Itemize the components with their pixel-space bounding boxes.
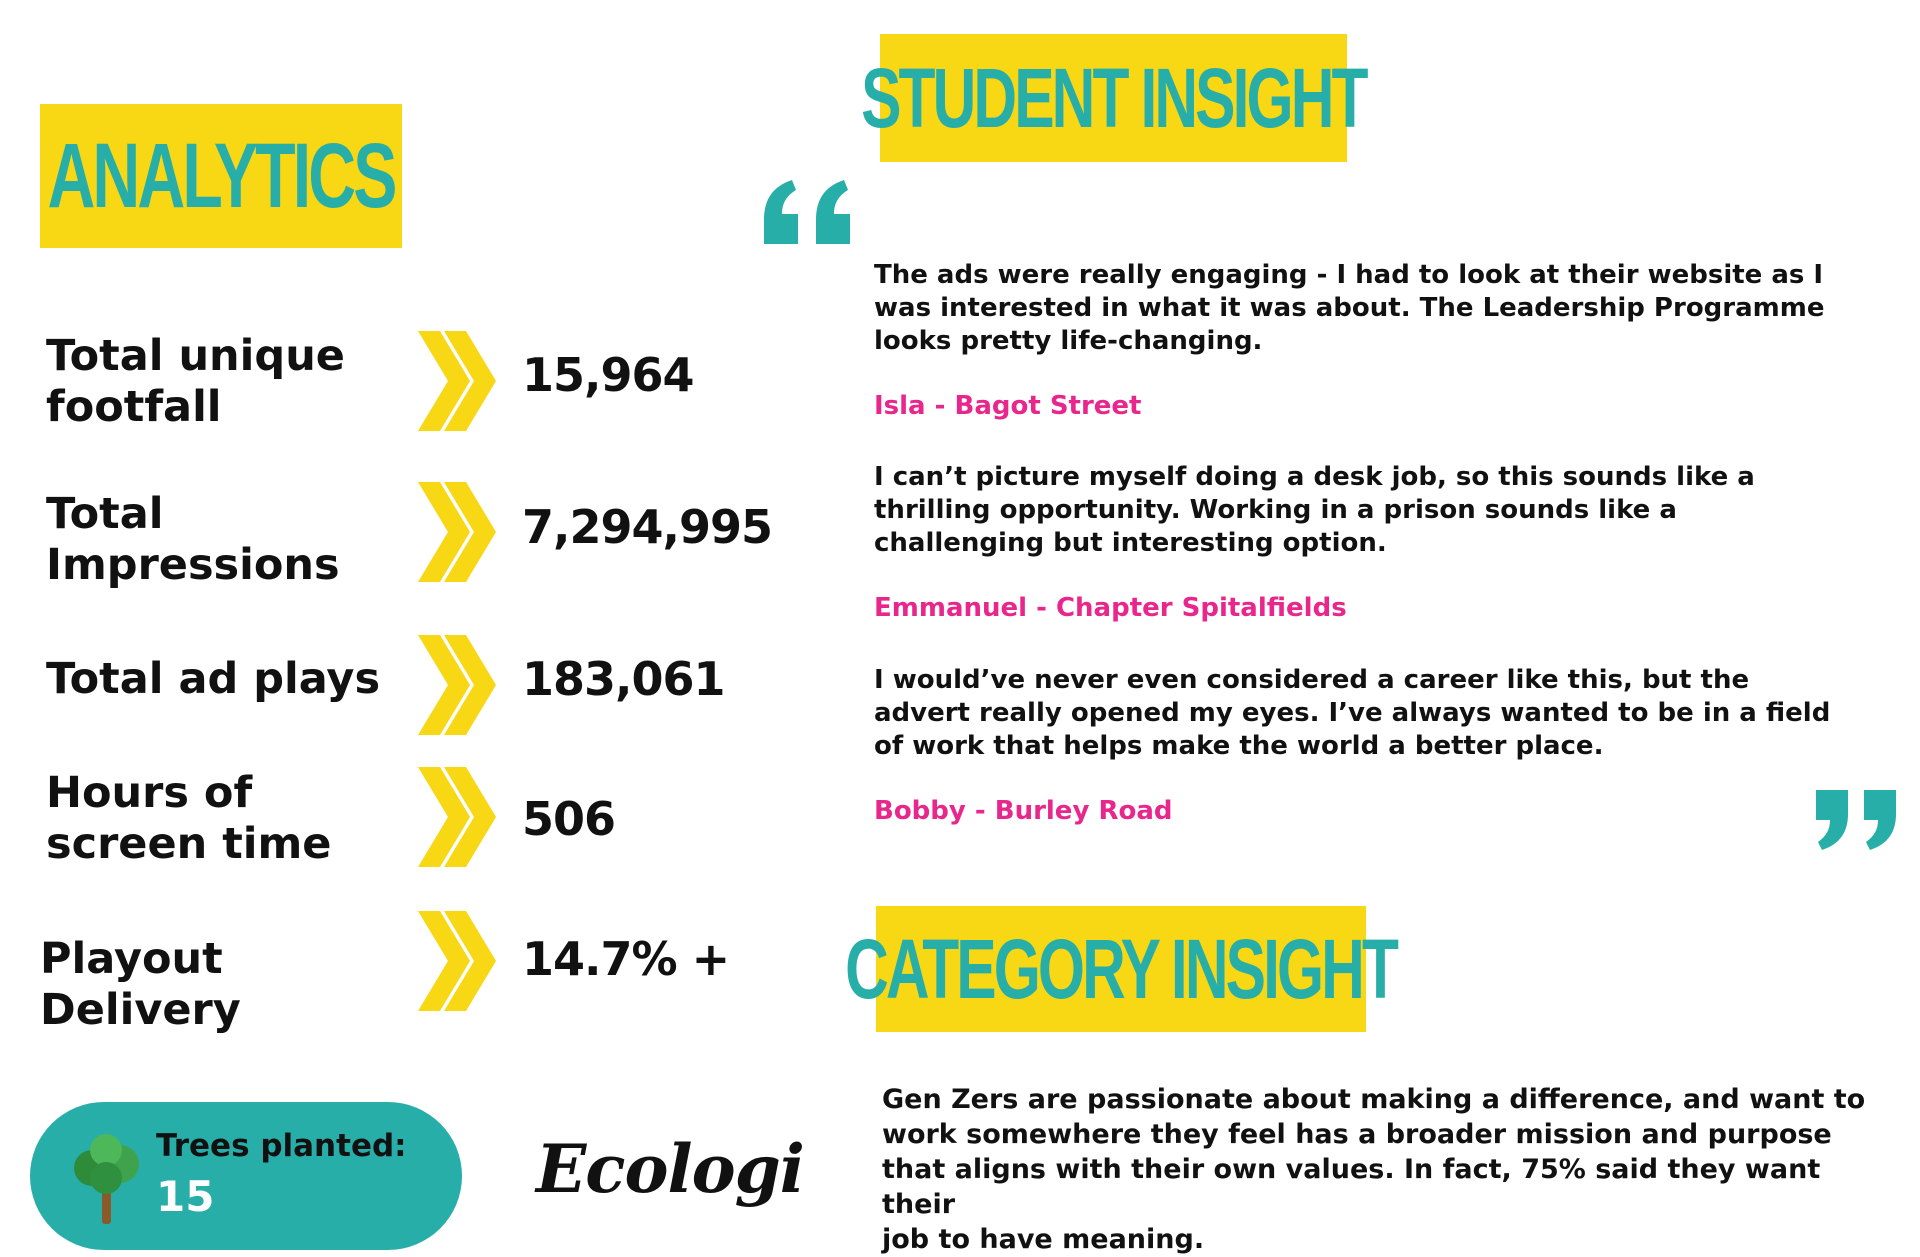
- metric-label-line: Hours of: [46, 768, 253, 818]
- quote-author: Emmanuel - Chapter Spitalfields: [874, 593, 1347, 623]
- quote-line: thrilling opportunity. Working in a prison sounds like a: [874, 495, 1677, 525]
- metric-label: [46, 768, 331, 870]
- chevron-arrows-icon: [418, 911, 498, 1011]
- metric-value: 183,061: [522, 652, 725, 706]
- trees-planted-count: 15: [156, 1172, 215, 1221]
- metric-value: 14.7% +: [522, 932, 730, 986]
- category-insight-line: work somewhere they feel has a broader mission and purpose: [882, 1119, 1832, 1150]
- quote-text: [874, 461, 1834, 560]
- quote-text: [874, 664, 1834, 763]
- quote-line: advert really opened my eyes. I’ve always wanted to be in a field: [874, 698, 1831, 728]
- metric-label-line: Total ad plays: [46, 654, 381, 704]
- tree-icon: [70, 1134, 144, 1224]
- quote-line: The ads were really engaging - I had to look at their website as I: [874, 260, 1824, 290]
- metric-label-line: Delivery: [40, 985, 241, 1035]
- metric-label-line: screen time: [46, 819, 332, 869]
- chevron-arrows-icon: [418, 767, 498, 867]
- chevron-arrows-icon: [418, 482, 498, 582]
- category-insight-line: Gen Zers are passionate about making a difference, and want to: [882, 1084, 1866, 1115]
- metric-label: [46, 489, 340, 591]
- metric-value: 15,964: [522, 348, 694, 402]
- metric-value: 7,294,995: [522, 500, 772, 554]
- open-quote-icon: [758, 180, 858, 246]
- ecologi-logo: Ecologi: [536, 1130, 804, 1208]
- category-insight-heading: CATEGORY INSIGHT: [845, 921, 1397, 1016]
- student-insight-heading-box: [861, 34, 1366, 162]
- category-insight-line: job to have meaning.: [882, 1224, 1205, 1255]
- metric-label-line: Impressions: [46, 540, 340, 590]
- quote-text: [874, 259, 1834, 358]
- quote-author: Isla - Bagot Street: [874, 391, 1142, 421]
- quote-line: looks pretty life-changing.: [874, 326, 1263, 356]
- student-insight-heading: STUDENT INSIGHT: [861, 50, 1366, 145]
- metric-label-line: footfall: [46, 382, 222, 432]
- quote-author: Bobby - Burley Road: [874, 796, 1173, 826]
- metric-label-line: Total: [46, 489, 164, 539]
- category-insight-text: [882, 1082, 1872, 1257]
- chevron-arrows-icon: [418, 635, 498, 735]
- metric-label: [40, 934, 241, 1036]
- metric-label-line: Total unique: [46, 331, 345, 381]
- quote-line: of work that helps make the world a better place.: [874, 731, 1604, 761]
- category-insight-line: that aligns with their own values. In fact, 75% said they want their: [882, 1154, 1821, 1220]
- analytics-heading: ANALYTICS: [47, 124, 395, 227]
- close-quote-icon: [1812, 790, 1902, 850]
- trees-planted-label: Trees planted:: [156, 1128, 407, 1164]
- metric-label-line: Playout: [40, 934, 223, 984]
- analytics-heading-box: [40, 104, 402, 248]
- chevron-arrows-icon: [418, 331, 498, 431]
- metric-value: 506: [522, 792, 616, 846]
- quote-line: I would’ve never even considered a career like this, but the: [874, 665, 1750, 695]
- category-insight-heading-box: [845, 906, 1397, 1032]
- quote-line: was interested in what it was about. The Leadership Programme: [874, 293, 1825, 323]
- quote-line: I can’t picture myself doing a desk job, so this sounds like a: [874, 462, 1755, 492]
- quote-line: challenging but interesting option.: [874, 528, 1387, 558]
- metric-label: [46, 654, 380, 705]
- metric-label: [46, 331, 345, 433]
